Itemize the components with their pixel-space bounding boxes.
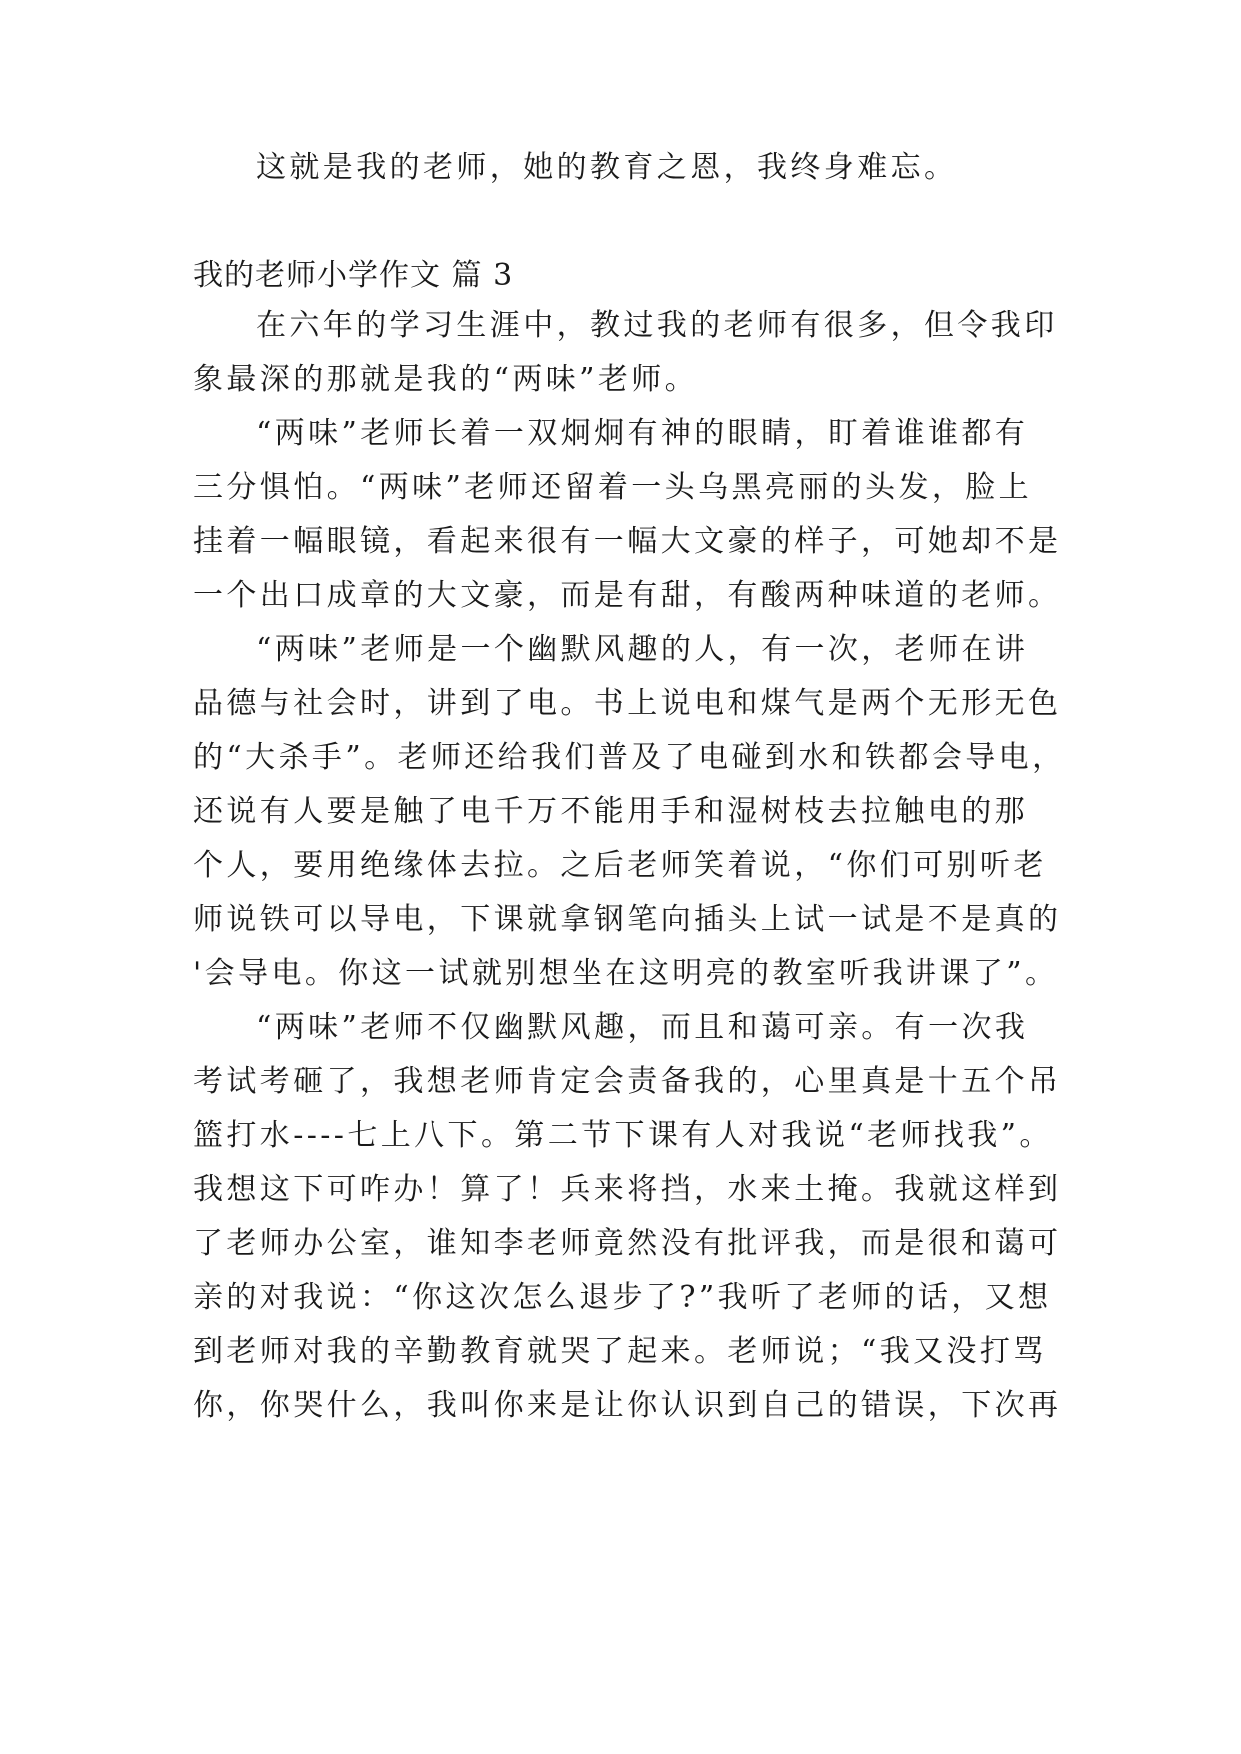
paragraph-line: 一个出口成章的大文豪，而是有甜，有酸两种味道的老师。 [193,578,1062,613]
paragraph-line: 我想这下可咋办！算了！兵来将挡，水来土掩。我就这样到 [193,1172,1062,1207]
paragraph-line: 象最深的那就是我的“两味”老师。 [193,362,699,397]
paragraph-line: 挂着一幅眼镜，看起来很有一幅大文豪的样子，可她却不是 [193,524,1062,559]
paragraph-line: 师说铁可以导电，下课就拿钢笔向插头上试一试是不是真的 [193,902,1062,937]
paragraph-line: 个人，要用绝缘体去拉。之后老师笑着说，“你们可别听老 [193,848,1047,883]
paragraph-line: “两味”老师长着一双炯炯有神的眼睛，盯着谁谁都有 [256,416,1029,451]
paragraph-line: 篮打水----七上八下。第二节下课有人对我说“老师找我”。 [193,1118,1053,1153]
paragraph-line: “两味”老师是一个幽默风趣的人，有一次，老师在讲 [256,632,1029,667]
paragraph-line: 了老师办公室，谁知李老师竟然没有批评我，而是很和蔼可 [193,1226,1062,1261]
paragraph-line: 考试考砸了，我想老师肯定会责备我的，心里真是十五个吊 [193,1064,1062,1099]
intro-paragraph: 这就是我的老师，她的教育之恩，我终身难忘。 [256,150,958,185]
paragraph-line: “两味”老师不仅幽默风趣，而且和蔼可亲。有一次我 [256,1010,1029,1045]
section-title: 我的老师小学作文 篇 3 [193,258,514,293]
paragraph-line: 品德与社会时，讲到了电。书上说电和煤气是两个无形无色 [193,686,1062,721]
paragraph-line: 亲的对我说：“你这次怎么退步了?”我听了老师的话，又想 [193,1280,1052,1315]
paragraph-line: 的“大杀手”。老师还给我们普及了电碰到水和铁都会导电， [193,740,1066,775]
paragraph-line: 三分惧怕。“两味”老师还留着一头乌黑亮丽的头发，脸上 [193,470,1033,505]
paragraph-line: '会导电。你这一试就别想坐在这明亮的教室听我讲课了”。 [193,956,1059,991]
paragraph-line: 你，你哭什么，我叫你来是让你认识到自己的错误，下次再 [193,1388,1062,1423]
paragraph-line: 还说有人要是触了电千万不能用手和湿树枝去拉触电的那 [193,794,1028,829]
paragraph-line: 到老师对我的辛勤教育就哭了起来。老师说；“我又没打骂 [193,1334,1047,1369]
paragraph-line: 在六年的学习生涯中，教过我的老师有很多，但令我印 [256,308,1058,343]
